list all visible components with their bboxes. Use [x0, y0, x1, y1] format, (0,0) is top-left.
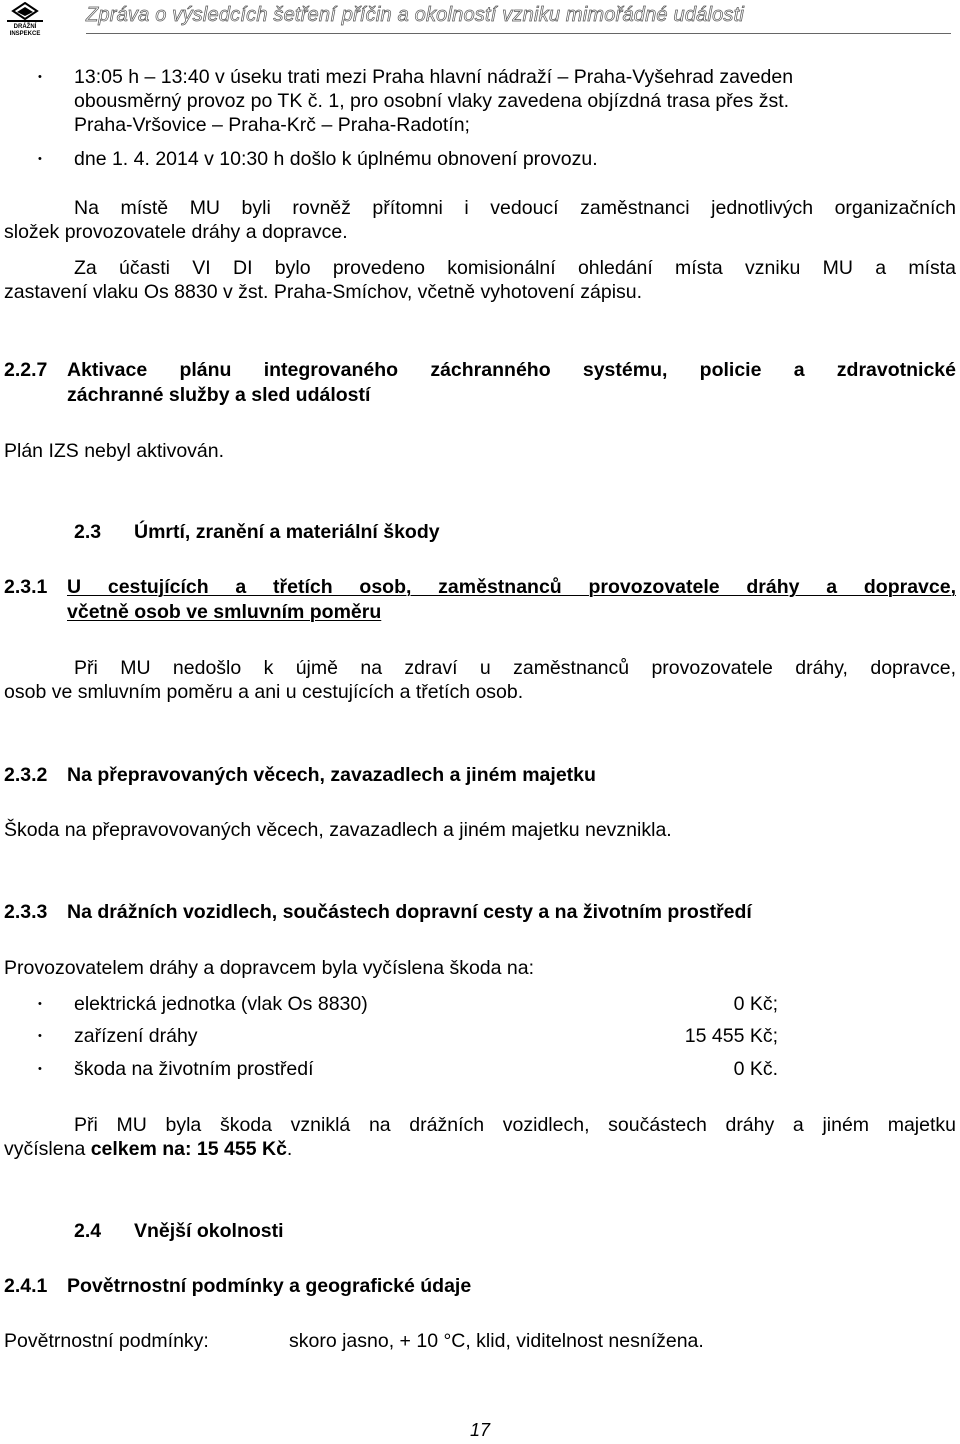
list-item-line: 13:05 h – 13:40 v úseku trati mezi Praha hlavní nádraží – Praha-Vyšehrad zaveden: [74, 66, 794, 88]
bullet-icon: •: [38, 1030, 42, 1042]
body-text: Škoda na přepravovovaných věcech, zavazadlech a jiném majetku nevznikla.: [4, 819, 672, 841]
running-title: Zpráva o výsledcích šetření příčin a okolností vzniku mimořádné události: [86, 4, 745, 26]
paragraph-line: osob ve smluvním poměru a ani u cestujících a třetích osob.: [4, 681, 524, 703]
weather-label: Povětrnostní podmínky:: [4, 1330, 209, 1352]
logo-emblem-icon: [3, 2, 47, 24]
section-number: 2.4.1: [4, 1275, 48, 1297]
section-heading: Na drážních vozidlech, součástech dopravní cesty a na životním prostředí: [67, 901, 752, 923]
paragraph-line: zastavení vlaku Os 8830 v žst. Praha-Smíchov, včetně vyhotovení zápisu.: [4, 281, 643, 303]
bullet-icon: •: [38, 1063, 42, 1075]
section-number: 2.3.2: [4, 764, 48, 786]
bullet-icon: •: [38, 998, 42, 1010]
section-heading: Povětrnostní podmínky a geografické údaje: [67, 1275, 472, 1297]
section-number: 2.4: [74, 1220, 102, 1242]
section-heading: Na přepravovaných věcech, zavazadlech a jiném majetku: [67, 764, 596, 786]
bullet-icon: •: [38, 71, 42, 83]
page-number: 17: [469, 1420, 491, 1440]
paragraph-line: Při MU byla škoda vzniklá na drážních vozidlech, součástech dráhy a jiném majetku: [74, 1114, 956, 1136]
damage-item-amount: 0 Kč;: [733, 993, 778, 1015]
paragraph-line: Při MU nedošlo k újmě na zdraví u zaměstnanců provozovatele dráhy, dopravce,: [74, 657, 956, 679]
section-heading: záchranné služby a sled událostí: [67, 384, 371, 406]
weather-value: skoro jasno, + 10 °C, klid, viditelnost nesnížena.: [289, 1330, 704, 1352]
damage-item-label: zařízení dráhy: [74, 1025, 198, 1047]
section-heading: včetně osob ve smluvním poměru: [67, 601, 382, 623]
summary-text: vyčíslena: [4, 1138, 91, 1160]
section-heading: Úmrtí, zranění a materiální škody: [134, 521, 440, 543]
bullet-icon: •: [38, 153, 42, 165]
paragraph-line: Za účasti VI DI bylo provedeno komisionální ohledání místa vzniku MU a místa: [74, 257, 956, 279]
section-number: 2.3.1: [4, 576, 48, 598]
damage-item-label: elektrická jednotka (vlak Os 8830): [74, 993, 368, 1015]
section-heading: Vnější okolnosti: [134, 1220, 284, 1242]
paragraph-line: složek provozovatele dráhy a dopravce.: [4, 221, 348, 243]
list-item-line: obousměrný provoz po TK č. 1, pro osobní vlaky zavedena objízdná trasa přes žst.: [74, 90, 790, 112]
page-header: [0, 0, 960, 40]
header-rule: [86, 33, 951, 34]
section-number: 2.3: [74, 521, 102, 543]
section-number: 2.3.3: [4, 901, 48, 923]
section-number: 2.2.7: [4, 359, 48, 381]
logo-line-1: DRÁŽNÍ: [13, 24, 37, 30]
section-heading: U cestujících a třetích osob, zaměstnanců provozovatele dráhy a dopravce,: [67, 576, 956, 598]
body-text: Plán IZS nebyl aktivován.: [4, 440, 225, 462]
summary-total: celkem na: 15 455 Kč: [90, 1138, 287, 1160]
logo-line-2: INSPEKCE: [9, 31, 41, 37]
body-text: Provozovatelem dráhy a dopravcem byla vyčíslena škoda na:: [4, 957, 535, 979]
summary-end: .: [286, 1138, 293, 1160]
paragraph-line: Na místě MU byli rovněž přítomni i vedoucí zaměstnanci jednotlivých organizačních: [74, 197, 956, 219]
damage-item-amount: 0 Kč.: [733, 1058, 778, 1080]
damage-item-amount: 15 455 Kč;: [684, 1025, 778, 1047]
summary-line: [4, 1137, 292, 1161]
list-item-line: Praha-Vršovice – Praha-Krč – Praha-Radotín;: [74, 114, 470, 136]
damage-item-label: škoda na životním prostředí: [74, 1058, 314, 1080]
section-heading: Aktivace plánu integrovaného záchranného systému, policie a zdravotnické: [67, 359, 956, 381]
inspection-logo: [3, 2, 47, 36]
list-item-line: dne 1. 4. 2014 v 10:30 h došlo k úplnému obnovení provozu.: [74, 148, 598, 170]
